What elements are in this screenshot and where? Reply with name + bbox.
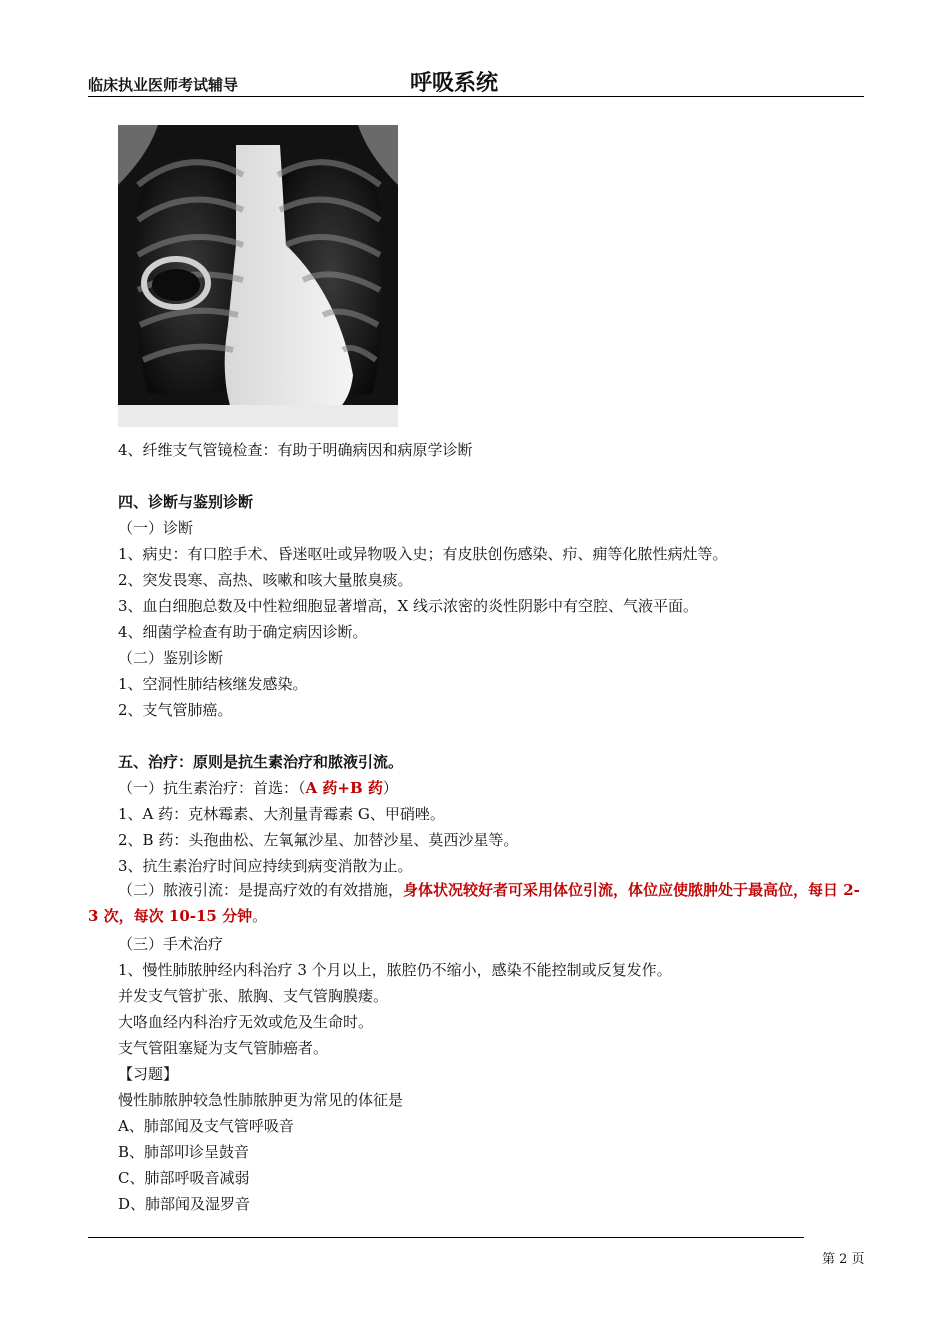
header-subject: 临床执业医师考试辅导 [88,76,239,94]
section-heading: 四、诊断与鉴别诊断 [118,493,254,511]
footer-rule [88,1237,804,1238]
text-line: 4、细菌学检查有助于确定病因诊断。 [118,623,368,641]
text-line: 并发支气管扩张、脓胸、支气管胸膜瘘。 [118,987,389,1005]
drainage-paragraph [88,877,868,929]
chest-xray-image [118,125,398,427]
text-line: 1、病史：有口腔手术、昏迷呕吐或异物吸入史；有皮肤创伤感染、疖、痈等化脓性病灶等。 [118,545,728,563]
text-line: 1、A 药：克林霉素、大剂量青霉素 G、甲硝唑。 [118,805,445,823]
answer-option: C、肺部呼吸音减弱 [118,1169,250,1187]
text-fragment: （一）抗生素治疗：首选：（ [118,779,306,797]
subsection-heading: （二）鉴别诊断 [118,649,224,667]
text-line: 2、突发畏寒、高热、咳嗽和咳大量脓臭痰。 [118,571,413,589]
text-line: 4、纤维支气管镜检查：有助于明确病因和病原学诊断 [118,441,473,459]
text-fragment: （二）脓液引流：是提高疗效的有效措施， [118,881,404,899]
text-line: 大咯血经内科治疗无效或危及生命时。 [118,1013,374,1031]
text-line: 2、支气管肺癌。 [118,701,233,719]
subsection-heading: （一）诊断 [118,519,194,537]
text-fragment: ） [382,779,398,797]
section-heading: 五、治疗：原则是抗生素治疗和脓液引流。 [118,753,404,771]
subsection-heading: （三）手术治疗 [118,935,224,953]
answer-option: B、肺部叩诊呈鼓音 [118,1143,250,1161]
question-text: 慢性肺脓肿较急性肺脓肿更为常见的体征是 [118,1091,404,1109]
text-line: 3、抗生素治疗时间应持续到病变消散为止。 [118,857,413,875]
text-line: 支气管阻塞疑为支气管肺癌者。 [118,1039,329,1057]
emphasis-text: A 药+B 药 [305,779,383,797]
header-rule [88,96,864,97]
text-line: 1、慢性肺脓肿经内科治疗 3 个月以上，脓腔仍不缩小，感染不能控制或反复发作。 [118,961,672,979]
answer-option: A、肺部闻及支气管呼吸音 [118,1117,294,1135]
text-fragment: 。 [252,907,268,925]
exercise-heading: 【习题】 [118,1065,179,1083]
header-title: 呼吸系统 [410,70,499,96]
emphasis-text: 身体状况较好者可采用体位引流，体位应使脓肿处于最高位，每日 2-3 次，每次 10-15 分钟 [88,881,860,925]
subsection-heading [118,778,398,798]
text-line: 1、空洞性肺结核继发感染。 [118,675,308,693]
answer-option: D、肺部闻及湿罗音 [118,1195,251,1213]
text-line: 3、血白细胞总数及中性粒细胞显著增高，X 线示浓密的炎性阴影中有空腔、气液平面。 [118,597,698,615]
text-line: 2、B 药：头孢曲松、左氧氟沙星、加替沙星、莫西沙星等。 [118,831,519,849]
page-number: 第 2 页 [822,1252,865,1267]
